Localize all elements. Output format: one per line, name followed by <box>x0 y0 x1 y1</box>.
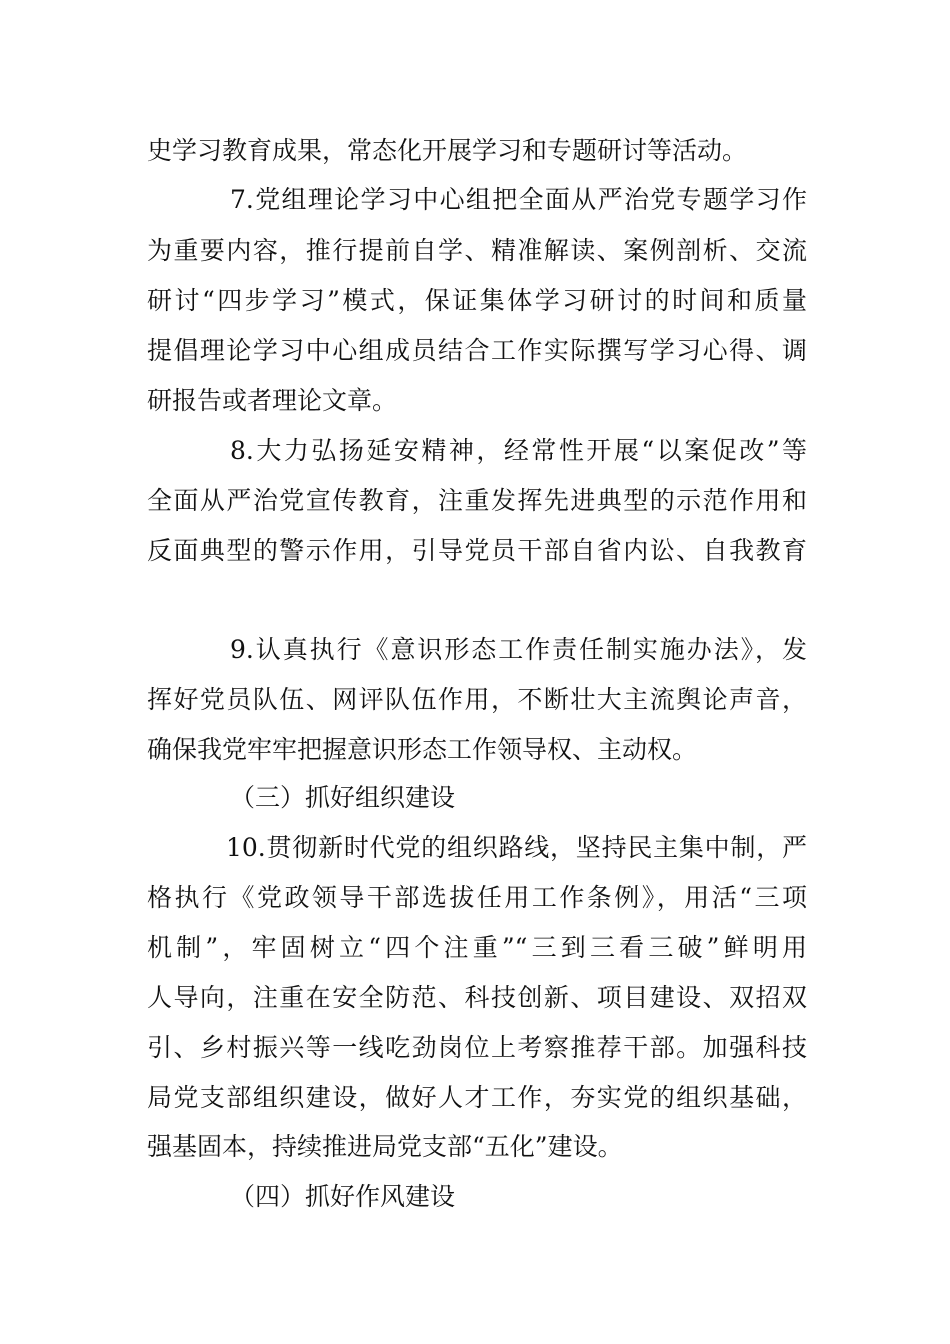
paragraph-10-line: 局党支部组织建设，做好人才工作，夯实党的组织基础， <box>147 1083 807 1112</box>
paragraph-10-line: 引、乡村振兴等一线吃劲岗位上考察推荐干部。加强科技 <box>147 1033 807 1062</box>
section-heading-work-style: （四）抓好作风建设 <box>230 1182 456 1211</box>
section-heading-organization: （三）抓好组织建设 <box>230 783 456 812</box>
paragraph-10-line: 机制”，牢固树立“四个注重”“三到三看三破”鲜明用 <box>147 933 807 962</box>
paragraph-7-line: 7.党组理论学习中心组把全面从严治党专题学习作 <box>230 185 807 214</box>
paragraph-10-line: 10.贯彻新时代党的组织路线，坚持民主集中制，严 <box>226 833 807 862</box>
paragraph-8-line: 反面典型的警示作用，引导党员干部自省内讼、自我教育 <box>147 536 807 565</box>
paragraph-7-line: 为重要内容，推行提前自学、精准解读、案例剖析、交流 <box>147 236 807 265</box>
paragraph-10-line: 格执行《党政领导干部选拔任用工作条例》，用活“三项 <box>147 883 807 912</box>
paragraph-7-line: 研讨“四步学习”模式，保证集体学习研讨的时间和质量 <box>147 286 807 315</box>
paragraph-8-line: 8.大力弘扬延安精神，经常性开展“以案促改”等 <box>230 436 807 465</box>
paragraph-7-line: 提倡理论学习中心组成员结合工作实际撰写学习心得、调 <box>147 336 807 365</box>
paragraph-8-line: 全面从严治党宣传教育，注重发挥先进典型的示范作用和 <box>147 486 807 515</box>
paragraph-9-line: 9.认真执行《意识形态工作责任制实施办法》，发 <box>230 635 807 664</box>
paragraph-10-line: 强基固本，持续推进局党支部“五化”建设。 <box>147 1132 623 1161</box>
paragraph-line: 史学习教育成果，常态化开展学习和专题研讨等活动。 <box>147 136 748 165</box>
paragraph-10-line: 人导向，注重在安全防范、科技创新、项目建设、双招双 <box>147 983 807 1012</box>
paragraph-9-line: 挥好党员队伍、网评队伍作用，不断壮大主流舆论声音， <box>147 685 807 714</box>
paragraph-7-line: 研报告或者理论文章。 <box>147 386 398 415</box>
paragraph-9-line: 确保我党牢牢把握意识形态工作领导权、主动权。 <box>147 735 698 764</box>
